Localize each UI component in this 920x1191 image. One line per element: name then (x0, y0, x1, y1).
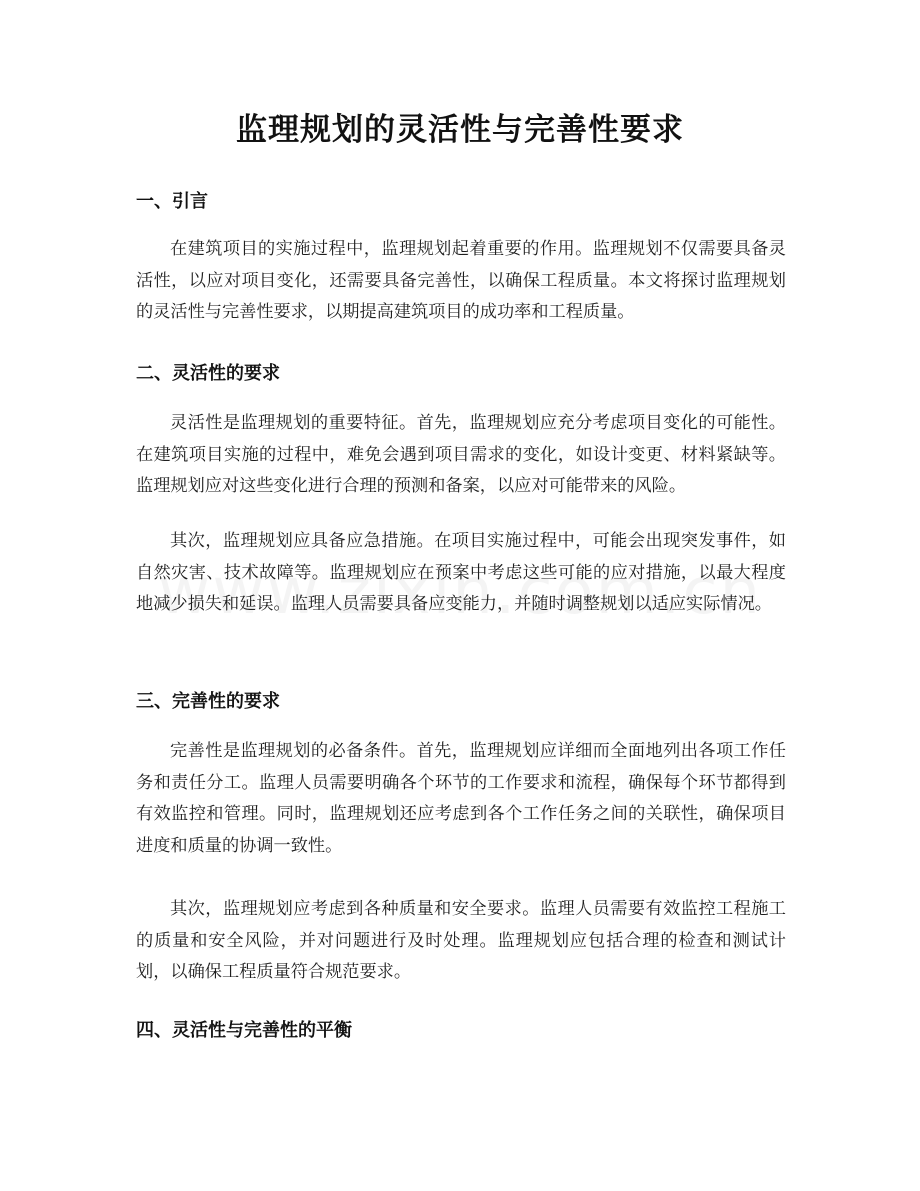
paragraph-introduction: 在建筑项目的实施过程中，监理规划起着重要的作用。监理规划不仅需要具备灵活性，以应对项目变化，还需要具备完善性，以确保工程质量。本文将探讨监理规划的灵活性与完善性要求，以期提高建筑项目的成功率和工程质量。 (136, 239, 786, 322)
section-heading-completeness: 三、完善性的要求 (136, 691, 280, 712)
paragraph-flexibility-2: 其次，监理规划应具备应急措施。在项目实施过程中，可能会出现突发事件，如自然灾害、技术故障等。监理规划应在预案中考虑这些可能的应对措施，以最大程度地减少损失和延误。监理人员需要具备应变能力，并随时调整规划以适应实际情况。 (136, 531, 786, 614)
section-heading-balance: 四、灵活性与完善性的平衡 (136, 1020, 352, 1041)
paragraph-completeness-2: 其次，监理规划应考虑到各种质量和安全要求。监理人员需要有效监控工程施工的质量和安全风险，并对问题进行及时处理。监理规划应包括合理的检查和测试计划，以确保工程质量符合规范要求。 (136, 899, 786, 982)
page-title: 监理规划的灵活性与完善性要求 (236, 112, 684, 148)
section-heading-flexibility: 二、灵活性的要求 (136, 363, 280, 384)
paragraph-completeness-1: 完善性是监理规划的必备条件。首先，监理规划应详细而全面地列出各项工作任务和责任分工。监理人员需要明确各个环节的工作要求和流程，确保每个环节都得到有效监控和管理。同时，监理规划还应考虑到各个工作任务之间的关联性，确保项目进度和质量的协调一致性。 (136, 741, 786, 856)
paragraph-flexibility-1: 灵活性是监理规划的重要特征。首先，监理规划应充分考虑项目变化的可能性。在建筑项目实施的过程中，难免会遇到项目需求的变化，如设计变更、材料紧缺等。监理规划应对这些变化进行合理的预测和备案，以应对可能带来的风险。 (136, 413, 786, 496)
section-heading-introduction: 一、引言 (136, 191, 208, 212)
